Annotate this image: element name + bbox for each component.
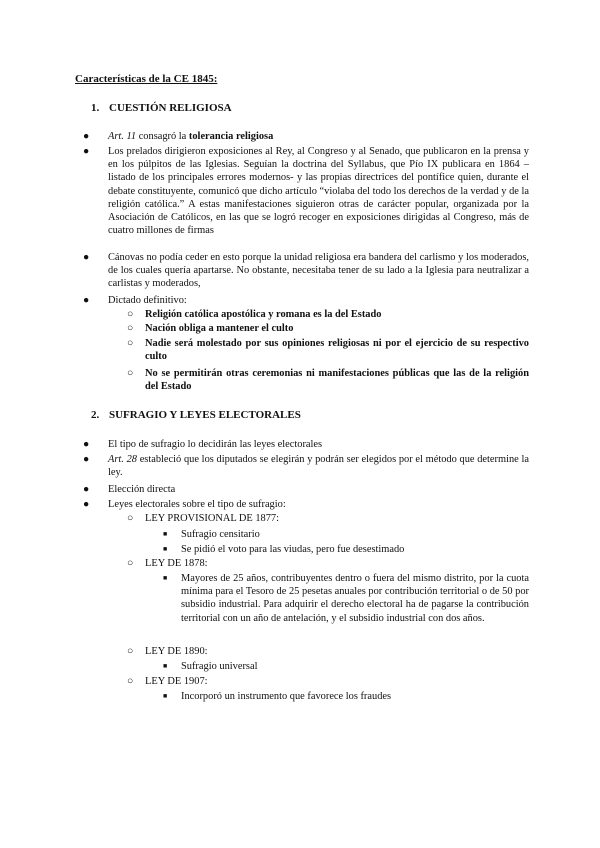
article-ref: Art. 11 [108,131,137,142]
law-point [163,690,529,703]
item-text: consagró la [136,131,189,142]
law-point [163,543,529,556]
item-text: Dictado definitivo: [108,295,187,306]
circle-bullet-icon: ○ [127,323,134,334]
law-item [127,645,208,658]
bullet-icon: ● [83,252,90,263]
law-name: LEY DE 1890: [145,646,208,657]
section-1-heading [91,102,232,114]
item-text: Cánovas no podía ceder en esto porque la unidad religiosa era bandera del carlismo y los moderados, de los cuales quería apartarse. No obstante, necesitaba tener de su lado a la Iglesia para neutralizar a carlistas y moderados, [108,252,529,290]
list-item [83,145,529,237]
item-text: Elección directa [108,484,176,495]
bullet-icon: ● [83,295,90,306]
item-bold-text: tolerancia religiosa [188,131,274,142]
law-item [127,512,279,525]
item-text: estableció que los diputados se elegirán y podrán ser elegidos por el método que determine la ley. [108,454,529,479]
item-text: Los prelados dirigieron exposiciones al Rey, al Congreso y al Senado, que publicaron en la prensa y en los púlpitos de las Iglesias. Seguían la doctrina del Syllabus, que Pío IX publicara en 1864 –listado de los principales errores modernos- y las propias directrices del pontífice quien, durante el debate constituyente, comunicó que dicho artículo “violaba del todo los derechos de la verdad y de la religión católica.” A estas manifestaciones siguieron otras de carácter popular, organizada por la Asociación de Católicos, en las que se logró recoger en exposiciones dirigidas al Congreso, más de cuatro millones de firmas [108,146,529,237]
document-title: Características de la CE 1845: [75,73,218,85]
bullet-icon: ● [83,439,90,450]
item-text: Nación obliga a mantener el culto [145,323,294,334]
circle-bullet-icon: ○ [127,558,134,569]
law-point [163,572,529,625]
law-name: LEY DE 1878: [145,558,208,569]
item-text: Se pidió el voto para las viudas, pero fue desestimado [181,544,405,555]
item-text: El tipo de sufragio lo decidirán las leyes electorales [108,439,323,450]
item-text: Religión católica apostólica y romana es la del Estado [145,309,382,320]
section-number: 2. [91,409,100,421]
item-text: Sufragio censitario [181,529,260,540]
sub-list-item [127,322,529,335]
list-item [83,483,529,496]
law-item [127,557,208,570]
sub-list-item [127,308,529,321]
section-number: 1. [91,102,100,114]
circle-bullet-icon: ○ [127,368,134,379]
bullet-icon: ● [83,131,90,142]
item-text: Sufragio universal [181,661,258,672]
item-text: Incorporó un instrumento que favorece los fraudes [181,691,392,702]
square-bullet-icon: ■ [163,545,168,553]
item-text: Leyes electorales sobre el tipo de sufragio: [108,499,286,510]
item-text: Nadie será molestado por sus opiniones religiosas ni por el ejercicio de su respectivo culto [145,338,529,363]
article-ref: Art. 28 [108,454,137,465]
law-name: LEY PROVISIONAL DE 1877: [145,513,280,524]
square-bullet-icon: ■ [163,692,168,700]
sub-list-item [127,337,529,363]
section-title: CUESTIÓN RELIGIOSA [109,102,232,114]
circle-bullet-icon: ○ [127,513,134,524]
law-item [127,675,208,688]
law-point [163,528,529,541]
list-item [83,438,529,451]
square-bullet-icon: ■ [163,662,168,670]
bullet-icon: ● [83,484,90,495]
circle-bullet-icon: ○ [127,646,134,657]
bullet-icon: ● [83,146,90,157]
section-title: SUFRAGIO Y LEYES ELECTORALES [109,409,301,421]
section-2-heading [91,409,301,421]
item-text: Mayores de 25 años, contribuyentes dentro o fuera del mismo distrito, por la cuota mínima para el Tesoro de 25 pesetas anuales por contribución territorial o de 50 por subsidio industrial. Para adquirir el derecho electoral ha de pagarse la contribución territorial con un año de antelación, y el subsidio industrial con dos años. [181,573,529,624]
square-bullet-icon: ■ [163,530,168,538]
square-bullet-icon: ■ [163,574,168,582]
list-item [83,453,529,479]
circle-bullet-icon: ○ [127,676,134,687]
list-item [83,130,529,143]
sub-list-item [127,367,529,393]
item-text: No se permitirán otras ceremonias ni manifestaciones públicas que las de la religión del Estado [145,368,529,393]
list-item [83,294,529,307]
circle-bullet-icon: ○ [127,309,134,320]
law-name: LEY DE 1907: [145,676,208,687]
circle-bullet-icon: ○ [127,338,134,349]
list-item [83,498,529,511]
bullet-icon: ● [83,454,90,465]
list-item [83,251,529,291]
law-point [163,660,529,673]
bullet-icon: ● [83,499,90,510]
